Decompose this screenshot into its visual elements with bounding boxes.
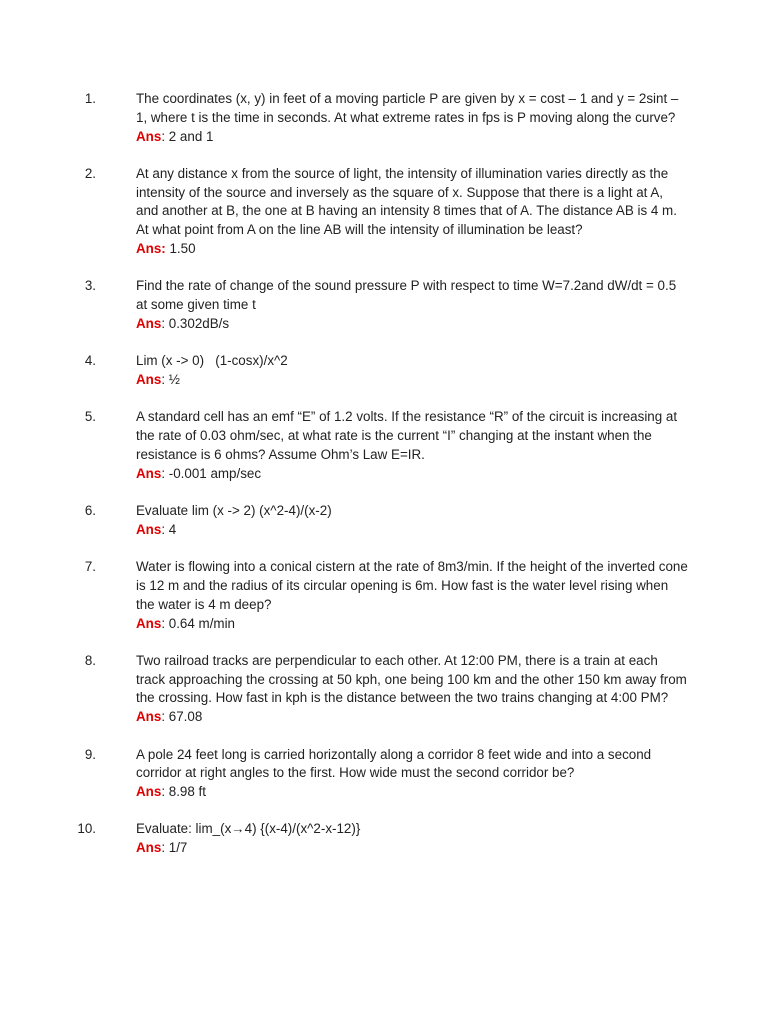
- answer-line: [136, 315, 688, 334]
- question-number: 1.: [84, 91, 96, 106]
- answer-line: [136, 615, 688, 634]
- answer-value: : 2 and 1: [161, 128, 214, 144]
- answer-value: : 67.08: [161, 709, 203, 725]
- answer-label: Ans: [136, 709, 162, 725]
- question-item: [84, 352, 688, 390]
- answer-value: : 0.64 m/min: [161, 615, 235, 631]
- answer-label: Ans: [136, 840, 162, 856]
- question-number: 6.: [84, 503, 96, 519]
- answer-value: : 4: [161, 521, 177, 537]
- question-number: 3.: [84, 278, 96, 294]
- question-item: [84, 90, 688, 146]
- answer-label: Ans: [136, 315, 162, 331]
- answer-label: Ans:: [136, 241, 166, 257]
- question-number: 7.: [84, 559, 96, 575]
- answer-label: Ans: [136, 128, 162, 144]
- answer-value: : 0.302dB/s: [161, 315, 230, 331]
- question-item: [84, 408, 688, 483]
- question-text: Find the rate of change of the sound pressure P with respect to time W=7.2and dW/dt = 0.5 at some given time t: [136, 278, 677, 313]
- question-number: 4.: [84, 353, 96, 369]
- answer-line: [136, 839, 688, 858]
- question-item: [84, 746, 688, 802]
- question-item: [84, 502, 688, 540]
- question-item: [84, 652, 688, 727]
- answer-label: Ans: [136, 615, 162, 631]
- question-text: Evaluate: lim_(x→4) {(x-4)/(x^2-x-12)}: [136, 821, 361, 837]
- answer-line: [136, 465, 688, 484]
- answer-label: Ans: [136, 465, 162, 481]
- question-number: 10.: [77, 821, 96, 837]
- answer-line: [136, 521, 688, 540]
- question-number: 9.: [84, 746, 96, 762]
- answer-line: [136, 128, 688, 147]
- answer-line: [136, 708, 688, 727]
- question-list: [77, 90, 688, 877]
- question-text: A pole 24 feet long is carried horizontally along a corridor 8 feet wide and into a second corridor at right angles to the first. How wide must the second corridor be?: [136, 746, 652, 781]
- question-item: [84, 165, 688, 259]
- answer-line: [136, 783, 688, 802]
- question-number: 8.: [84, 652, 96, 668]
- question-item: [84, 558, 688, 633]
- question-text: Water is flowing into a conical cistern at the rate of 8m3/min. If the height of the inverted cone is 12 m and the radius of its circular opening is 6m. How fast is the water level rising when the water is 4 m deep?: [136, 559, 688, 612]
- question-item: [77, 820, 688, 858]
- answer-value: : 8.98 ft: [161, 784, 206, 800]
- answer-value: : -0.001 amp/sec: [161, 465, 262, 481]
- question-text: The coordinates (x, y) in feet of a moving particle P are given by x = cost – 1 and y = 2sint – 1, where t is the time in seconds. At what extreme rates in fps is P moving along the curve?: [136, 91, 679, 125]
- answer-value: : 1/7: [161, 840, 188, 856]
- answer-value: : ½: [161, 372, 180, 388]
- question-text: Lim (x -> 0) (1-cosx)/x^2: [136, 353, 288, 369]
- answer-line: [136, 371, 688, 390]
- question-text: At any distance x from the source of light, the intensity of illumination varies directly as the intensity of the source and inversely as the square of x. Suppose that there is a light at A, and another at B, the one at B having an intensity 8 times that of A. The distance AB is 4 m. At what point from A on the line AB will the intensity of illumination be least?: [136, 165, 677, 238]
- answer-label: Ans: [136, 521, 162, 537]
- question-number: 2.: [84, 165, 96, 181]
- question-number: 5.: [84, 409, 96, 425]
- question-text: Evaluate lim (x -> 2) (x^2-4)/(x-2): [136, 503, 332, 519]
- question-item: [84, 277, 688, 333]
- answer-value: 1.50: [165, 241, 196, 257]
- answer-label: Ans: [136, 372, 162, 388]
- question-text: Two railroad tracks are perpendicular to each other. At 12:00 PM, there is a train at each track approaching the crossing at 50 kph, one being 100 km and the other 150 km away from the crossing. How fast in kph is the distance between the two trains changing at 4:00 PM?: [136, 652, 687, 706]
- answer-line: [136, 240, 688, 259]
- answer-label: Ans: [136, 784, 162, 800]
- question-text: A standard cell has an emf “E” of 1.2 volts. If the resistance “R” of the circuit is increasing at the rate of 0.03 ohm/sec, at what rate is the current “I” changing at the instant when the resistance is 6 ohms? Assume Ohm’s Law E=IR.: [136, 409, 678, 462]
